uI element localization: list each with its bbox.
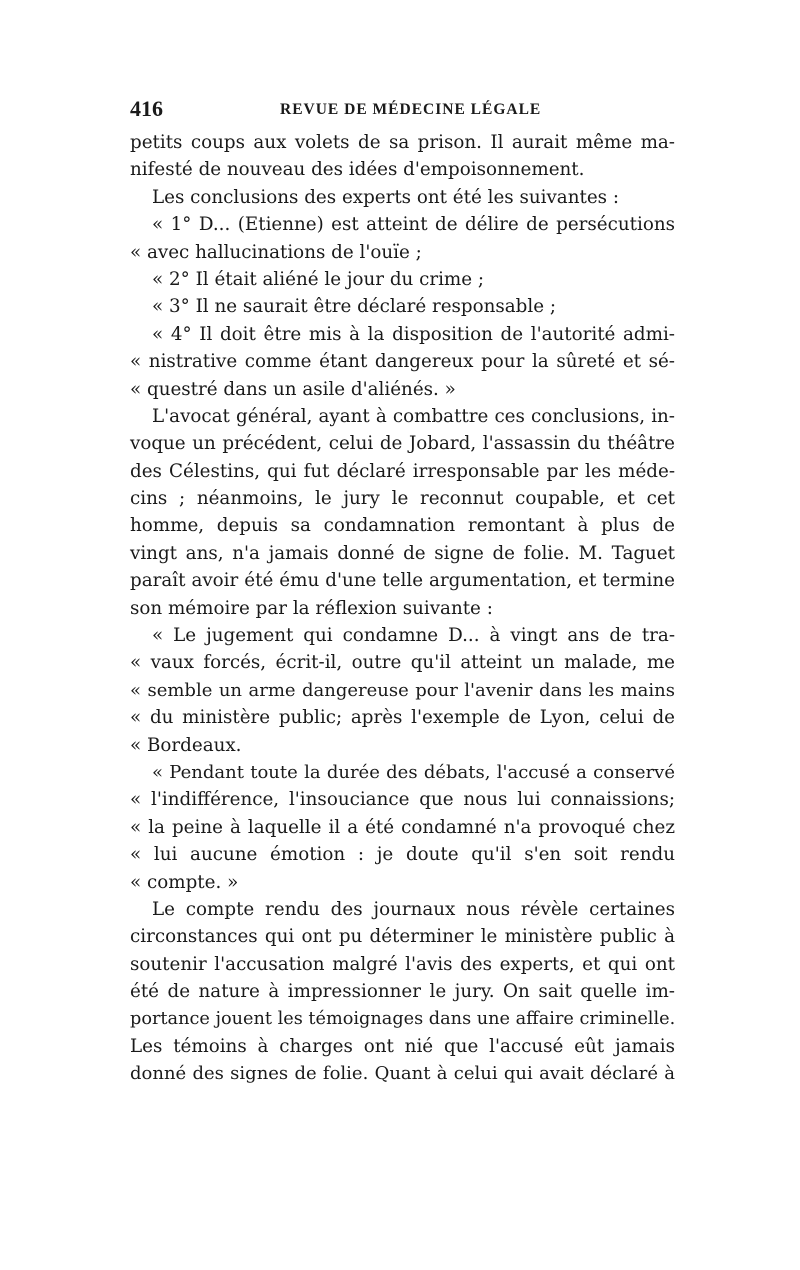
text-line: son mémoire par la réflexion suivante :	[130, 597, 493, 619]
text-line: « la peine à laquelle il a été condamné n'a provoqué chez	[130, 816, 675, 838]
text-line: Le compte rendu des journaux nous révèle certaines	[152, 898, 675, 920]
text-line: « avec hallucinations de l'ouïe ;	[130, 241, 422, 263]
text-line: petits coups aux volets de sa prison. Il aurait même ma-	[130, 132, 675, 153]
text-line: « du ministère public; après l'exemple de Lyon, celui de	[130, 707, 675, 729]
page-header	[130, 96, 670, 126]
text-line: homme, depuis sa condamnation remontant à plus de	[130, 515, 675, 537]
text-line: soutenir l'accusation malgré l'avis des experts, et qui ont	[130, 953, 675, 975]
text-line: voque un précédent, celui de Jobard, l'assassin du théâtre	[130, 433, 675, 455]
text-line: nifesté de nouveau des idées d'empoisonnement.	[130, 159, 585, 181]
text-line: « Pendant toute la durée des débats, l'accusé a conservé	[152, 761, 675, 783]
body-text	[130, 129, 675, 1088]
text-line: « semble un arme dangereuse pour l'avenir dans les mains	[130, 679, 675, 701]
text-line: « lui aucune émotion : je doute qu'il s'en soit rendu	[130, 844, 675, 866]
text-line: « 4° Il doit être mis à la disposition de l'autorité admi-	[152, 323, 675, 345]
text-line: des Célestins, qui fut déclaré irresponsable par les méde-	[130, 460, 675, 482]
text-line: Les conclusions des experts ont été les suivantes :	[152, 186, 619, 208]
text-line: « 2° Il était aliéné le jour du crime ;	[152, 268, 485, 290]
page-number: 416	[130, 96, 163, 121]
text-line: circonstances qui ont pu déterminer le ministère public à	[130, 926, 675, 948]
running-title: REVUE DE MÉDECINE LÉGALE	[280, 101, 542, 118]
text-line: « nistrative comme étant dangereux pour la sûreté et sé-	[130, 351, 675, 373]
text-line: Les témoins à charges ont nié que l'accusé eût jamais	[130, 1035, 675, 1057]
text-line: « Bordeaux.	[130, 734, 242, 756]
text-line: « 3° Il ne saurait être déclaré responsable ;	[152, 296, 557, 318]
text-line: L'avocat général, ayant à combattre ces conclusions, in-	[152, 405, 675, 427]
text-line: « vaux forcés, écrit-il, outre qu'il atteint un malade, me	[130, 652, 675, 674]
text-line: portance jouent les témoignages dans une affaire criminelle.	[130, 1008, 676, 1029]
text-line: cins ; néanmoins, le jury le reconnut coupable, et cet	[130, 488, 675, 510]
text-line: donné des signes de folie. Quant à celui qui avait déclaré à	[130, 1063, 675, 1085]
text-line: été de nature à impressionner le jury. On sait quelle im-	[130, 981, 675, 1003]
text-line: « 1° D... (Etienne) est atteint de délire de persécutions	[152, 214, 675, 236]
text-line: « questré dans un asile d'aliénés. »	[130, 378, 456, 400]
text-line: « l'indifférence, l'insouciance que nous lui connaissions;	[130, 789, 675, 811]
text-line: paraît avoir été ému d'une telle argumentation, et termine	[130, 570, 675, 592]
text-line: « compte. »	[130, 871, 239, 893]
text-line: vingt ans, n'a jamais donné de signe de folie. M. Taguet	[130, 542, 675, 564]
text-line: « Le jugement qui condamne D... à vingt ans de tra-	[152, 625, 675, 647]
